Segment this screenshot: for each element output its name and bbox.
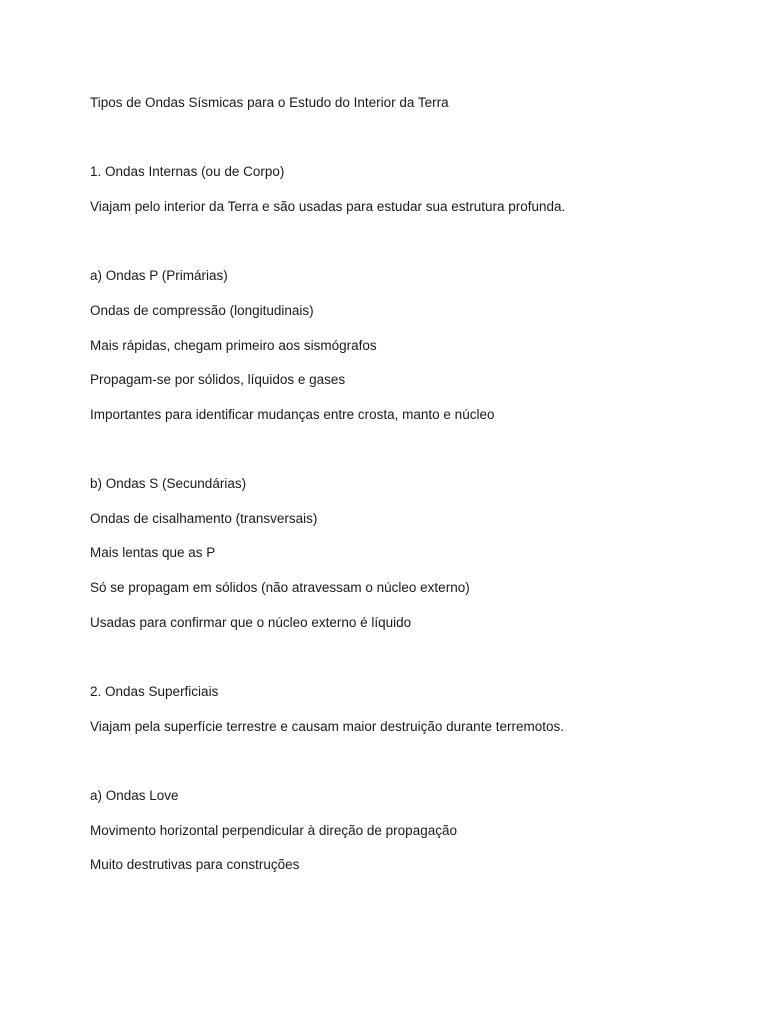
section-2-description: Viajam pela superfície terrestre e causam maior destruição durante terremotos. (90, 719, 564, 734)
document-title: Tipos de Ondas Sísmicas para o Estudo do Interior da Terra (90, 95, 449, 110)
section-1-description: Viajam pelo interior da Terra e são usadas para estudar sua estrutura profunda. (90, 199, 566, 214)
list-item: Mais lentas que as P (90, 545, 216, 560)
section-2-heading: 2. Ondas Superficiais (90, 684, 219, 699)
list-item: Propagam-se por sólidos, líquidos e gases (90, 372, 346, 387)
list-item: Usadas para confirmar que o núcleo externo é líquido (90, 615, 412, 630)
section-1-heading: 1. Ondas Internas (ou de Corpo) (90, 164, 285, 179)
subsection-love-waves-heading: a) Ondas Love (90, 788, 179, 803)
list-item: Ondas de compressão (longitudinais) (90, 303, 314, 318)
list-item: Importantes para identificar mudanças entre crosta, manto e núcleo (90, 407, 495, 422)
subsection-p-waves-heading: a) Ondas P (Primárias) (90, 268, 228, 283)
list-item: Ondas de cisalhamento (transversais) (90, 511, 318, 526)
list-item: Mais rápidas, chegam primeiro aos sismógrafos (90, 338, 377, 353)
subsection-s-waves-heading: b) Ondas S (Secundárias) (90, 476, 247, 491)
list-item: Muito destrutivas para construções (90, 857, 300, 872)
list-item: Movimento horizontal perpendicular à direção de propagação (90, 823, 457, 838)
list-item: Só se propagam em sólidos (não atravessam o núcleo externo) (90, 580, 470, 595)
